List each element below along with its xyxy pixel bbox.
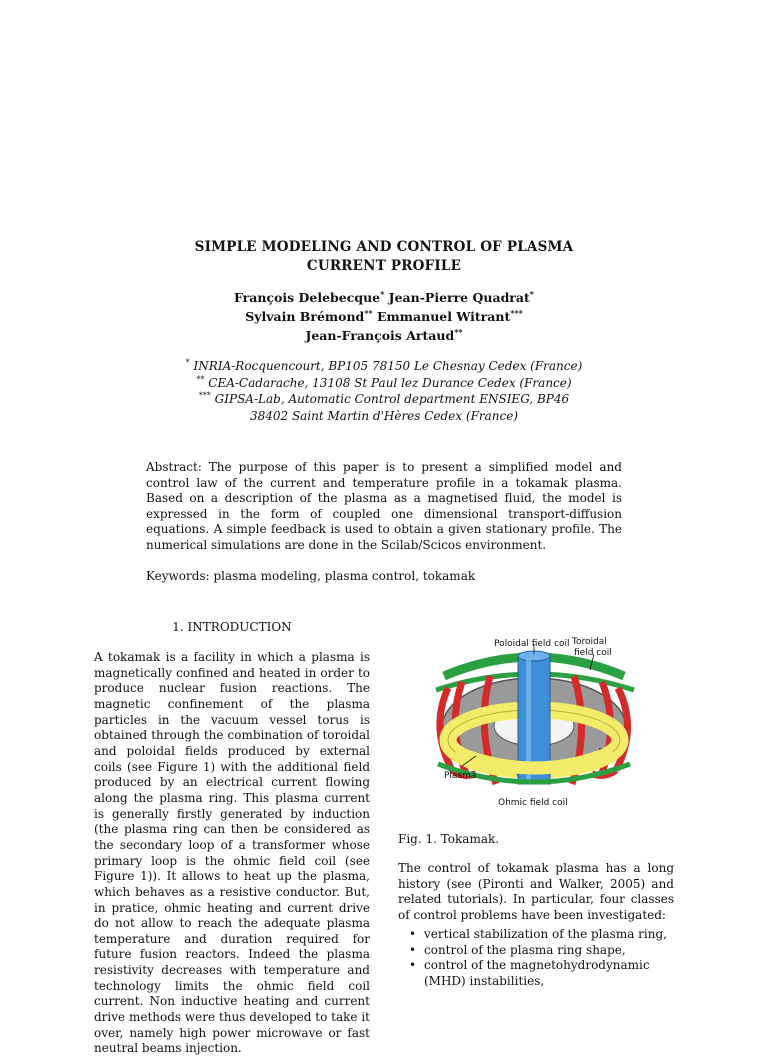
author-mark: * xyxy=(380,289,385,299)
paper-title xyxy=(0,238,768,276)
abstract: Abstract: The purpose of this paper is to present a simplified model and control law of the current and temperature profile in a tokamak plasma. Based on a description of the plasma as a magnetised fluid, the model is expressed in the form of coupled one dimensional transport-diffusion equations. A simple feedback is used to obtain a given stationary profile. The numerical simulations are done in the Scilab/Scicos environment. xyxy=(146,460,622,552)
list-item-text: vertical stabilization of the plasma ring, xyxy=(424,927,667,941)
bullet-icon: • xyxy=(409,942,417,957)
affiliation-line xyxy=(0,375,768,392)
author-mark: *** xyxy=(510,308,523,318)
affiliation-mark: ** xyxy=(196,374,205,384)
affiliation-text: CEA-Cadarache, 13108 St Paul lez Durance Cedex (France) xyxy=(208,375,572,390)
affiliation-mark: *** xyxy=(198,391,211,400)
list-item xyxy=(398,958,674,989)
author-mark: * xyxy=(529,289,534,299)
keywords: Keywords: plasma modeling, plasma control, tokamak xyxy=(146,569,476,583)
bullet-icon: • xyxy=(409,927,417,941)
label-poloidal-coil: Poloidal field coil xyxy=(494,639,570,649)
affiliation-text: GIPSA-Lab, Automatic Control department ENSIEG, BP46 xyxy=(214,392,570,406)
author-name: Sylvain Brémond xyxy=(245,309,365,324)
title-line-1: SIMPLE MODELING AND CONTROL OF PLASMA xyxy=(194,239,574,255)
affiliation-mark: * xyxy=(185,358,190,367)
title-line-2: CURRENT PROFILE xyxy=(306,258,462,274)
bullet-icon: • xyxy=(409,958,417,973)
affiliation-line xyxy=(0,408,768,425)
author-mark: ** xyxy=(454,327,463,337)
list-item-text: control of the plasma ring shape, xyxy=(424,942,626,957)
list-item xyxy=(398,943,674,959)
list-item-text: control of the magnetohydrodynamic (MHD) instabilities, xyxy=(424,958,650,988)
label-toroidal-coil-1: Toroidal xyxy=(572,637,607,647)
author-line-3 xyxy=(0,326,768,345)
control-history-paragraph: The control of tokamak plasma has a long history (see (Pironti and Walker, 2005) and related tutorials). In particular, four classes of control problems have been investigated: xyxy=(398,861,674,922)
label-plasma: Plasma xyxy=(444,771,477,781)
author-line-1 xyxy=(0,288,768,307)
tokamak-figure xyxy=(396,628,672,818)
affiliation-text: 38402 Saint Martin d'Hères Cedex (France) xyxy=(249,408,519,423)
author-name: Emmanuel Witrant xyxy=(377,309,511,324)
affiliation-line xyxy=(0,358,768,375)
figure-caption: Fig. 1. Tokamak. xyxy=(398,832,500,846)
affiliation-block xyxy=(0,358,768,424)
author-name: Jean-François Artaud xyxy=(305,328,455,343)
affiliation-text: INRIA-Rocquencourt, BP105 78150 Le Chesnay Cedex (France) xyxy=(193,359,583,373)
list-item xyxy=(398,927,674,943)
author-mark: ** xyxy=(364,308,373,318)
label-ohmic-coil: Ohmic field coil xyxy=(498,798,568,808)
control-problem-list xyxy=(398,927,674,990)
introduction-text: A tokamak is a facility in which a plasma is magnetically confined and heated in order to produce nuclear fusion reactions. The magnetic confinement of the plasma particles in the vacuum vessel torus is obtained through the combination of toroidal and poloidal fields produced by external coils (see Figure 1) with the additional field produced by an electrical current flowing along the plasma ring. This plasma current is generally firstly generated by induction (the plasma ring can then be considered as the secondary loop of a transformer whose primary loop is the ohmic field coil (see Figure 1)). It allows to heat up the plasma, which behaves as a resistive conductor. But, in pratice, ohmic heating and current drive do not allow to reach the adequate plasma temperature and duration required for future fusion reactors. Indeed the plasma resistivity decreases with temperature and technology limits the ohmic field coil current. Non inductive heating and current drive methods were thus developed to take it over, namely high power microwave or fast neutral beams injection. xyxy=(94,650,370,1056)
affiliation-line xyxy=(0,391,768,408)
label-toroidal-coil-2: field coil xyxy=(574,648,612,658)
section-heading: 1. INTRODUCTION xyxy=(172,620,292,634)
author-line-2 xyxy=(0,307,768,326)
author-block xyxy=(0,288,768,345)
author-name: François Delebecque xyxy=(234,290,381,305)
author-name: Jean-Pierre Quadrat xyxy=(388,290,530,305)
